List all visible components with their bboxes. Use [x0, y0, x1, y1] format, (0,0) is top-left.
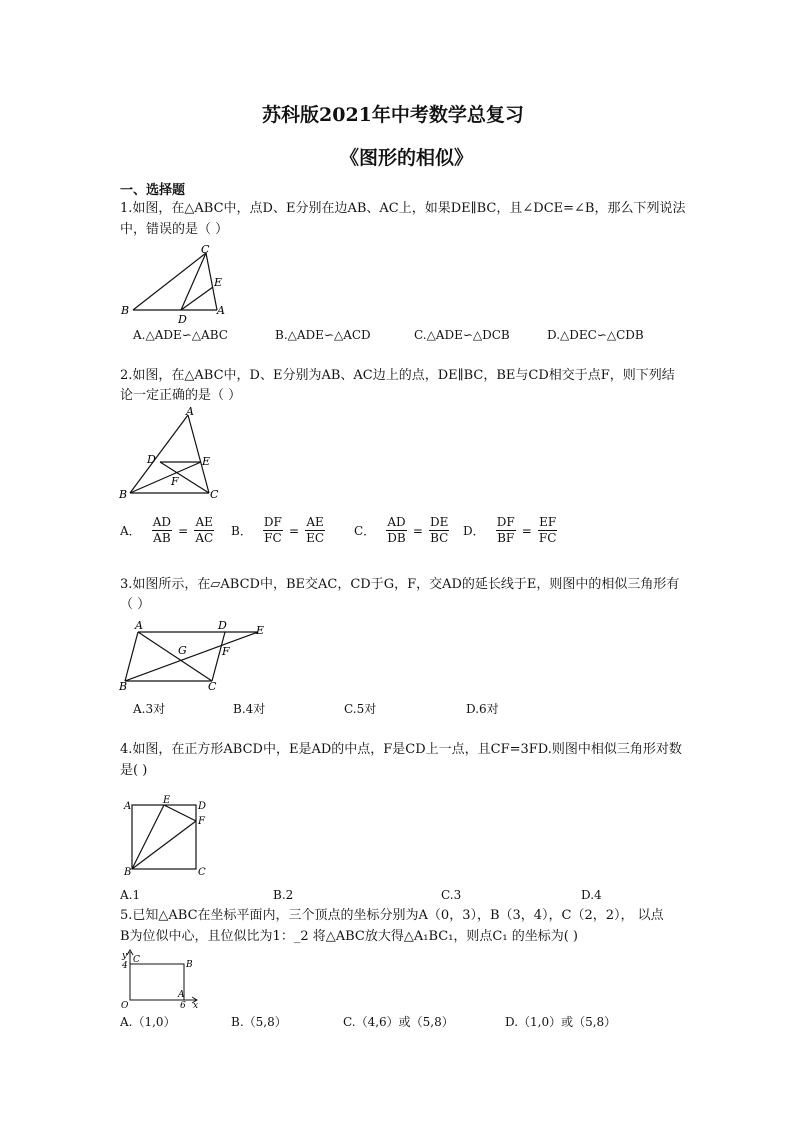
q3-label-g: G [178, 644, 187, 657]
q4-option-a[interactable]: A.1 [120, 888, 141, 902]
q4-option-d[interactable]: D.4 [581, 888, 602, 902]
q4-option-b[interactable]: B.2 [273, 888, 294, 902]
q1-option-c[interactable]: C.△ADE∽△DCB [414, 328, 510, 342]
q2-label-b: B [119, 488, 128, 501]
q3-figure [118, 618, 278, 693]
q3-option-d[interactable]: D.6对 [466, 702, 499, 716]
q3-label-f: F [222, 645, 230, 658]
q3-option-a[interactable]: A.3对 [133, 702, 166, 716]
q5-label-y: y [122, 951, 128, 961]
q2-option-a-letter: A． [120, 524, 141, 538]
q5-option-c[interactable]: C.（4,6）或（5,8） [343, 1015, 454, 1029]
q2-option-c-fraction-2: $\frac{DE}{BC}$ [429, 515, 449, 545]
q4-segment-ef [164, 805, 196, 821]
q1-label-b: B [121, 304, 130, 317]
q2-option-a-equals: = [178, 523, 189, 538]
q2-text-line1: 2.如图，在△ABC中，D、E分别为AB、AC边上的点，DE∥BC，BE与CD相交于点F，则下列结 [120, 368, 675, 383]
q2-side-ab [130, 415, 188, 493]
q5-rectangle [130, 964, 184, 1000]
q2-label-e: E [202, 455, 211, 468]
q2-option-d-letter: D． [463, 524, 485, 538]
section-heading: 一、选择题 [120, 183, 186, 198]
q3-side-ab [125, 632, 138, 681]
q3-label-c: C [208, 680, 217, 693]
q5-label-c: C [133, 955, 140, 965]
q1-text-line1: 1.如图，在△ABC中，点D、E分别在边AB、AC上，如果DE∥BC，且∠DCE=∠B，那么下列说法 [120, 201, 686, 216]
q5-option-a[interactable]: A.（1,0） [120, 1015, 176, 1029]
q4-segment-be [132, 805, 164, 869]
page-subtitle: 《图形的相似》 [340, 147, 474, 169]
q3-text-line1: 3.如图所示，在▱ABCD中，BE交AC，CD于G，F，交AD的延长线于E，则图中的相似三角形有 [120, 577, 680, 592]
q2-option-d-fraction-1: $\frac{DF}{BF}$ [496, 515, 515, 545]
q2-label-f: F [171, 475, 179, 488]
q1-option-d[interactable]: D.△DEC∽△CDB [547, 328, 644, 342]
q1-text-line2: 中，错误的是（ ） [120, 222, 229, 237]
q5-text-line1: 5.已知△ABC在坐标平面内，三个顶点的坐标分别为A（0，3），B（3，4），C（2，2）， 以点 [120, 908, 664, 923]
q3-segment-be [125, 632, 258, 681]
q5-figure [116, 950, 206, 1010]
q4-label-a: A [124, 801, 132, 812]
q2-option-c-fraction-1: $\frac{AD}{DB}$ [387, 515, 406, 545]
q2-option-a[interactable] [120, 515, 214, 546]
q2-label-d: D [147, 453, 156, 466]
q2-label-c: C [210, 488, 219, 501]
q2-figure [116, 405, 226, 505]
q2-option-b-fraction-2: $\frac{AE}{EC}$ [306, 515, 325, 545]
q3-label-b: B [119, 680, 128, 693]
q1-label-a: A [217, 304, 225, 317]
q1-label-d: D [178, 313, 187, 326]
q5-label-b: B [186, 960, 193, 970]
q4-option-c[interactable]: C.3 [441, 888, 462, 902]
q4-segment-bf [132, 821, 196, 869]
q5-option-b[interactable]: B.（5,8） [231, 1015, 287, 1029]
q2-option-d-equals: = [521, 523, 532, 538]
q2-option-d-fraction-2: $\frac{EF}{FC}$ [538, 515, 557, 545]
q4-text-line2: 是( ) [120, 763, 148, 778]
q3-text-line2: （ ） [120, 597, 151, 612]
q1-label-c: C [201, 243, 210, 256]
q4-label-b: B [124, 867, 132, 878]
q3-label-a: A [135, 619, 143, 632]
q1-option-b[interactable]: B.△ADE∽△ACD [275, 328, 371, 342]
q2-label-a: A [186, 405, 194, 418]
q2-option-b-equals: = [288, 523, 300, 538]
q4-figure [120, 795, 220, 880]
q2-option-b-fraction-1: $\frac{DF}{FC}$ [263, 515, 282, 545]
q4-label-c: C [198, 867, 206, 878]
q1-side-bc [133, 253, 206, 310]
q3-option-b[interactable]: B.4对 [233, 702, 266, 716]
q4-text-line1: 4.如图，在正方形ABCD中，E是AD的中点，F是CD上一点，且CF=3FD.则图中相似三角形对数 [120, 742, 682, 757]
q2-option-a-fraction-2: $\frac{AE}{AC}$ [195, 515, 214, 545]
q4-label-e: E [163, 795, 171, 806]
q5-tick-4: 4 [122, 961, 128, 971]
q1-label-e: E [214, 276, 223, 289]
q4-square [132, 805, 196, 869]
q5-label-x: x [193, 1001, 199, 1011]
q2-segment-be [130, 462, 201, 493]
q2-option-b-letter: B． [231, 524, 252, 538]
q3-diagonal-ac [138, 632, 212, 681]
q2-option-c-equals: = [412, 523, 423, 538]
q2-option-c-letter: C． [354, 524, 376, 538]
page-title: 苏科版2021年中考数学总复习 [262, 104, 524, 126]
q1-option-a[interactable]: A.△ADE∽△ABC [133, 328, 228, 342]
q4-label-d: D [198, 801, 207, 812]
q2-option-c[interactable] [354, 515, 449, 546]
q5-tick-6: 6 [180, 1001, 186, 1011]
q2-option-b[interactable] [231, 515, 325, 546]
q4-label-f: F [198, 816, 205, 827]
q2-text-line2: 论一定正确的是（ ） [120, 388, 242, 403]
q1-figure [118, 244, 238, 324]
q5-option-d[interactable]: D.（1,0）或（5,8） [505, 1015, 617, 1029]
q2-option-a-fraction-1: $\frac{AD}{AB}$ [152, 515, 172, 545]
q5-label-o: O [121, 1001, 129, 1011]
q5-label-a: A [178, 990, 185, 1000]
q3-label-e: E [256, 624, 265, 637]
q3-label-d: D [218, 619, 227, 632]
q5-text-line2: B为位似中心，且位似比为1：_2 将△ABC放大得△A₁BC₁，则点C₁ 的坐标为( ) [120, 929, 578, 944]
q3-option-c[interactable]: C.5对 [344, 702, 377, 716]
q2-option-d[interactable] [463, 515, 557, 546]
